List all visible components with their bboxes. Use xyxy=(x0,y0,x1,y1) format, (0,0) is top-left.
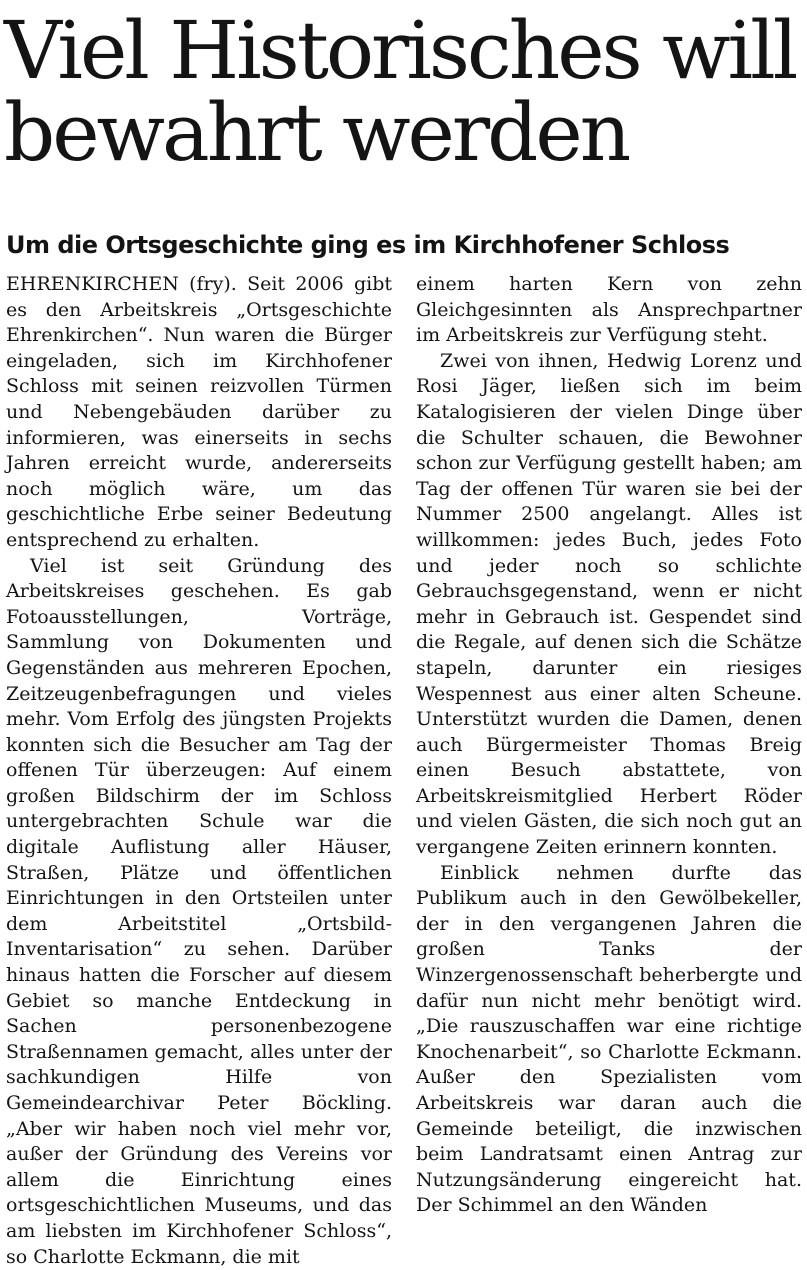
paragraph-cataloguing: Zwei von ihnen, Hedwig Lorenz und Rosi Jäger, ließen sich im beim Katalogisieren der vielen Dinge über die Schulter schauen, die Bewohner schon zur Verfügung gestellt haben; am Tag der offenen Tür waren sie bei der Nummer 2500 angelangt. Alles ist willkommen: jedes Buch, jedes Foto und jeder noch so schlichte Gebrauchsgegenstand, wenn er nicht mehr in Gebrauch ist. Gespendet sind die Regale, auf denen sich die Schätze stapeln, darunter ein riesiges Wespennest aus einer alten Scheune. Unterstützt wurden die Damen, denen auch Bürgermeister Thomas Breig einen Besuch abstattete, von Arbeitskreismitglied Herbert Röder und vielen Gästen, die sich noch gut an vergangene Zeiten erinnern konnten. xyxy=(416,349,802,859)
article-headline: Viel Historisches will bewahrt werden xyxy=(4,4,796,179)
paragraph-continuation: einem harten Kern von zehn Gleichgesinnten als Ansprechpartner im Arbeitskreis zur Verfügung steht. xyxy=(416,273,802,347)
article-column-right xyxy=(416,272,802,1219)
article-column-left xyxy=(6,272,392,1270)
paragraph-cellar: Einblick nehmen durfte das Publikum auch in den Gewölbekeller, der in den vergangenen Jahren die großen Tanks der Winzergenossenschaft beherbergte und dafür nun nicht mehr benötigt wird. „Die rauszuschaffen war eine richtige Knochenarbeit“, so Charlotte Eckmann. Außer den Spezialisten vom Arbeitskreis war daran auch die Gemeinde beteiligt, die inzwischen beim Landratsamt einen Antrag zur Nutzungsänderung eingereicht hat. Der Schimmel an den Wänden xyxy=(416,861,802,1217)
paragraph-history: Viel ist seit Gründung des Arbeitskreises geschehen. Es gab Fotoausstellungen, Vorträge, Sammlung von Dokumenten und Gegenständen aus mehreren Epochen, Zeitzeugenbefragungen und vieles mehr. Vom Erfolg des jüngsten Projekts konnten sich die Besucher am Tag der offenen Tür überzeugen: Auf einem großen Bildschirm der im Schloss untergebrachten Schule war die digitale Auflistung aller Häuser, Straßen, Plätze und öffentlichen Einrichtungen in den Ortsteilen unter dem Arbeitstitel „Ortsbild-Inventarisation“ zu sehen. Darüber hinaus hatten die Forscher auf diesem Gebiet so manche Entdeckung in Sachen personenbezogene Straßennamen gemacht, alles unter der sachkundigen Hilfe von Gemeindearchivar Peter Böckling. „Aber wir haben noch viel mehr vor, außer der Gründung des Vereins vor allem die Einrichtung eines ortsgeschichtlichen Museums, und das am liebsten im Kirchhofener Schloss“, so Charlotte Eckmann, die mit xyxy=(6,554,392,1268)
article-subheadline: Um die Ortsgeschichte ging es im Kirchhofener Schloss xyxy=(6,231,730,259)
paragraph-intro: EHRENKIRCHEN (fry). Seit 2006 gibt es den Arbeitskreis „Ortsgeschichte Ehrenkirchen“. Nun waren die Bürger eingeladen, sich im Kirchhofener Schloss mit seinen reizvollen Türmen und Nebengebäuden darüber zu informieren, was einerseits in sechs Jahren erreicht wurde, andererseits noch möglich wäre, um das geschichtliche Erbe seiner Bedeutung entsprechend zu erhalten. xyxy=(6,273,392,551)
